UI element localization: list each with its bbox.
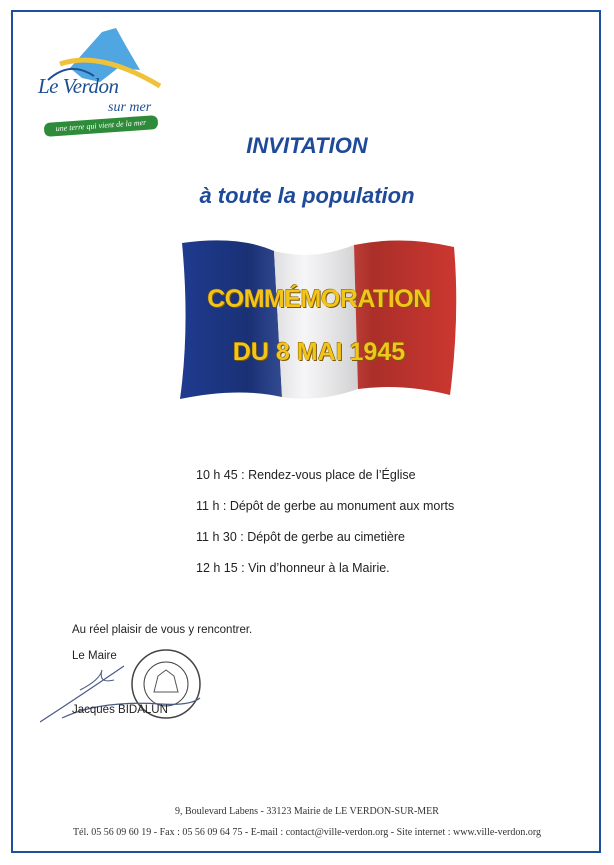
mayor-name: Jacques BIDALUN	[72, 704, 168, 716]
banner-line-2: DU 8 MAI 1945	[232, 338, 406, 366]
logo-tagline: une terre qui vient de la mer	[44, 115, 159, 137]
invitation-subtitle: à toute la population	[199, 183, 415, 208]
schedule-item: 11 h : Dépôt de gerbe au monument aux morts	[196, 499, 455, 513]
footer-address: 9, Boulevard Labens - 33123 Mairie de LE VERDON-SUR-MER	[175, 806, 439, 817]
schedule-item: 11 h 30 : Dépôt de gerbe au cimetière	[196, 530, 405, 544]
footer-contact: Tél. 05 56 09 60 19 - Fax : 05 56 09 64 75 - E-mail : contact@ville-verdon.org - Site internet : www.ville-verdon.org	[72, 827, 542, 838]
town-logo	[30, 20, 170, 135]
invitation-title: INVITATION	[246, 133, 368, 158]
mayor-title: Le Maire	[72, 650, 117, 662]
logo-name: Le Verdon	[38, 74, 119, 98]
banner-line-1: COMMÉMORATION	[207, 285, 431, 313]
french-flag-icon	[178, 237, 460, 401]
logo-subtitle: sur mer	[108, 100, 152, 115]
schedule-item: 12 h 15 : Vin d’honneur à la Mairie.	[196, 561, 390, 575]
schedule-list	[196, 466, 454, 590]
mayor-stamp-and-signature	[40, 640, 210, 730]
closing-text: Au réel plaisir de vous y rencontrer.	[72, 624, 253, 636]
schedule-item: 10 h 45 : Rendez-vous place de l’Église	[196, 468, 416, 482]
